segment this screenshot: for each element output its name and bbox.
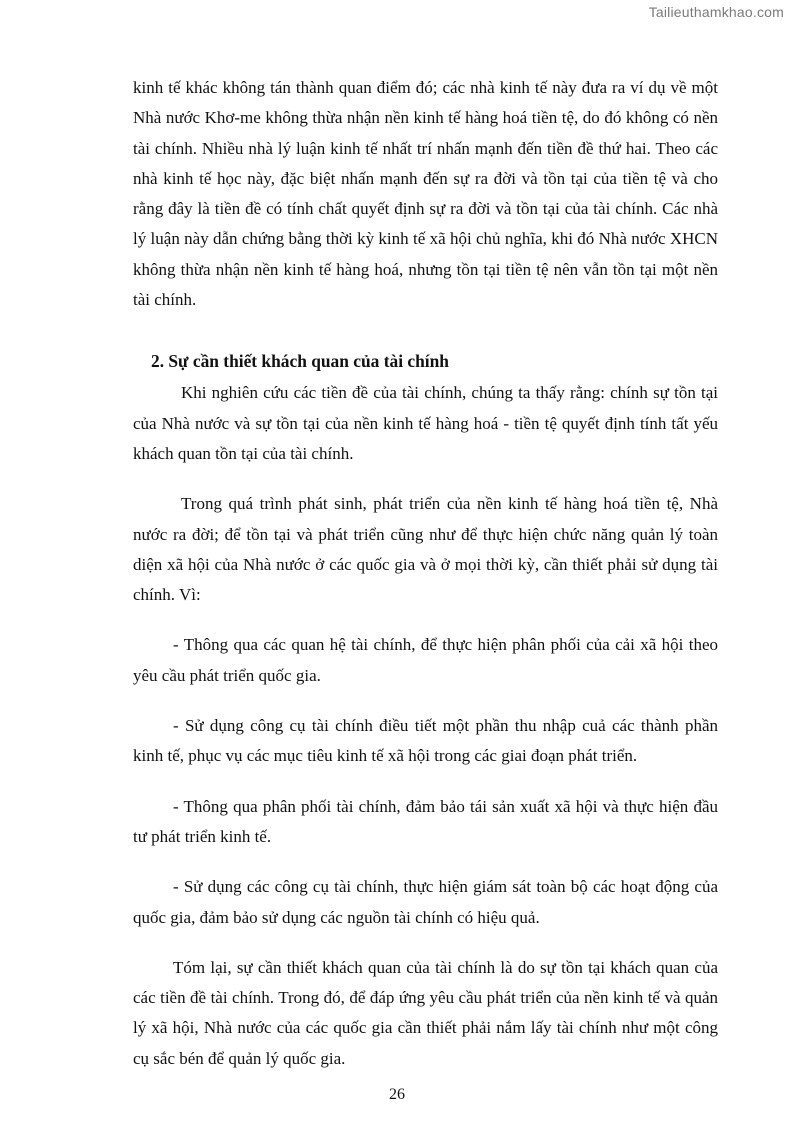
bullet-supervision: - Sử dụng các công cụ tài chính, thực hiện giám sát toàn bộ các hoạt động của quốc gia, đảm bảo sử dụng các nguồn tài chính có hiệu quả. <box>133 877 718 927</box>
watermark: Tailieuthamkhao.com <box>648 4 784 20</box>
section-heading: 2. Sự cần thiết khách quan của tài chính <box>151 351 449 372</box>
document-body <box>133 73 718 1074</box>
paragraph-conclusion: Tóm lại, sự cần thiết khách quan của tài chính là do sự tồn tại khách quan của các tiền đề tài chính. Trong đó, để đáp ứng yêu cầu phát triển của nền kinh tế và quản lý xã hội, Nhà nước của các quốc gia cần thiết phải nắm lấy tài chính như một công cụ sắc bén để quản lý quốc gia. <box>133 957 718 1068</box>
page-number: 26 <box>389 1086 405 1103</box>
paragraph-premises: Khi nghiên cứu các tiền đề của tài chính, chúng ta thấy rằng: chính sự tồn tại của Nhà nước và sự tồn tại của nền kinh tế hàng hoá - tiền tệ quyết định tính tất yếu khách quan tồn tại của tài chính. <box>133 383 718 463</box>
bullet-reproduction: - Thông qua phân phối tài chính, đảm bảo tái sản xuất xã hội và thực hiện đầu tư phát triển kinh tế. <box>133 796 718 846</box>
bullet-distribution: - Thông qua các quan hệ tài chính, để thực hiện phân phối của cải xã hội theo yêu cầu phát triển quốc gia. <box>133 635 718 685</box>
bullet-income-regulation: - Sử dụng công cụ tài chính điều tiết một phần thu nhập cuả các thành phần kinh tế, phục vụ các mục tiêu kinh tế xã hội trong các giai đoạn phát triển. <box>133 716 718 766</box>
paragraph-state-role: Trong quá trình phát sinh, phát triển của nền kinh tế hàng hoá tiền tệ, Nhà nước ra đời; để tồn tại và phát triển cũng như để thực hiện chức năng quản lý toàn diện xã hội của Nhà nước ở các quốc gia và ở mọi thời kỳ, cần thiết phải sử dụng tài chính. Vì: <box>133 494 718 605</box>
paragraph-continuation: kinh tế khác không tán thành quan điểm đó; các nhà kinh tế này đưa ra ví dụ về một Nhà nước Khơ-me không thừa nhận nền kinh tế hàng hoá tiền tệ, do đó không có nền tài chính. Nhiều nhà lý luận kinh tế nhất trí nhấn mạnh đến tiền đề thứ hai. Theo các nhà kinh tế học này, đặc biệt nhấn mạnh đến sự ra đời và tồn tại của tiền tệ và cho rằng đây là tiền đề có tính chất quyết định sự ra đời và tồn tại của tài chính. Các nhà lý luận này dẫn chứng bằng thời kỳ kinh tế xã hội chủ nghĩa, khi đó Nhà nước XHCN không thừa nhận nền kinh tế hàng hoá, nhưng tồn tại tiền tệ nên vẫn tồn tại một nền tài chính. <box>133 78 718 310</box>
